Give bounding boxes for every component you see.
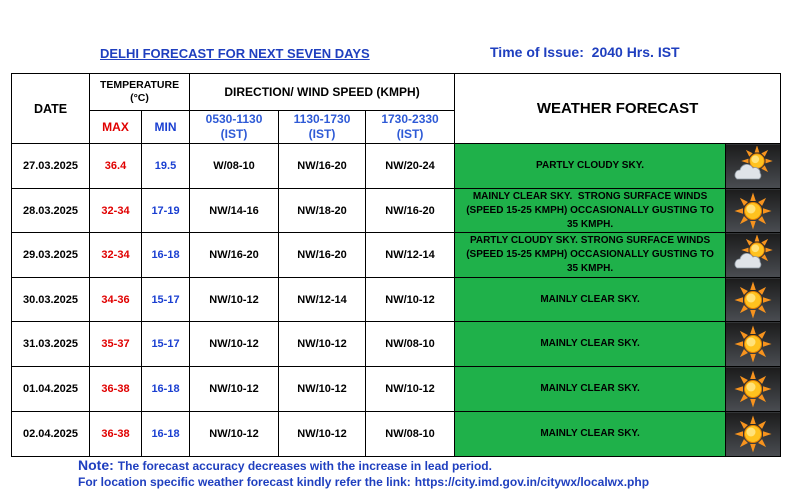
wind-cell-slot-2: NW/18-20 xyxy=(279,189,366,233)
slot-zone: (IST) xyxy=(308,127,336,141)
header-row-1 xyxy=(12,74,781,111)
wind-cell-slot-1: W/08-10 xyxy=(190,144,279,189)
wind-cell-slot-1: NW/10-12 xyxy=(190,278,279,322)
max-temp-cell: 32-34 xyxy=(90,233,142,278)
min-temp-cell: 15-17 xyxy=(142,322,190,367)
date-cell: 31.03.2025 xyxy=(12,322,90,367)
sun-icon xyxy=(733,324,773,364)
date-cell: 02.04.2025 xyxy=(12,412,90,457)
wind-cell-slot-3: NW/10-12 xyxy=(366,367,455,412)
header-wind: DIRECTION/ WIND SPEED (KMPH) xyxy=(190,74,455,111)
forecast-text-cell: MAINLY CLEAR SKY. xyxy=(455,278,726,322)
header-temperature-label: TEMPERATURE xyxy=(99,79,180,91)
min-temp-cell: 15-17 xyxy=(142,278,190,322)
weather-icon-cell xyxy=(726,367,781,412)
wind-cell-slot-1: NW/10-12 xyxy=(190,367,279,412)
header-temperature xyxy=(90,74,190,111)
partly-cloudy-icon xyxy=(733,146,773,186)
slot-zone: (IST) xyxy=(396,127,424,141)
slot-time: 0530-1130 xyxy=(205,112,263,126)
header-slot-1 xyxy=(190,111,279,144)
max-temp-cell: 36-38 xyxy=(90,412,142,457)
wind-cell-slot-2: NW/10-12 xyxy=(279,412,366,457)
weather-icon-cell xyxy=(726,144,781,189)
localwx-link[interactable]: https://city.imd.gov.in/citywx/localwx.php xyxy=(414,475,650,489)
forecast-row xyxy=(12,278,781,322)
date-cell: 30.03.2025 xyxy=(12,278,90,322)
forecast-text-cell: MAINLY CLEAR SKY. xyxy=(455,322,726,367)
wind-cell-slot-3: NW/08-10 xyxy=(366,412,455,457)
forecast-text-cell: MAINLY CLEAR SKY. xyxy=(455,412,726,457)
max-temp-cell: 36-38 xyxy=(90,367,142,412)
sun-icon xyxy=(733,280,773,320)
forecast-row xyxy=(12,233,781,278)
header-max: MAX xyxy=(90,111,142,144)
sun-icon xyxy=(733,369,773,409)
header-slot-2 xyxy=(279,111,366,144)
note-accuracy xyxy=(78,457,492,473)
wind-cell-slot-1: NW/10-12 xyxy=(190,322,279,367)
note-link xyxy=(78,475,649,489)
weather-icon-cell xyxy=(726,412,781,457)
sun-icon xyxy=(733,414,773,454)
forecast-row xyxy=(12,412,781,457)
weather-icon-cell xyxy=(726,322,781,367)
wind-cell-slot-2: NW/10-12 xyxy=(279,367,366,412)
min-temp-cell: 16-18 xyxy=(142,367,190,412)
wind-cell-slot-3: NW/16-20 xyxy=(366,189,455,233)
weather-icon-cell xyxy=(726,278,781,322)
header-slot-3 xyxy=(366,111,455,144)
forecast-row xyxy=(12,144,781,189)
wind-cell-slot-3: NW/10-12 xyxy=(366,278,455,322)
slot-time: 1730-2330 xyxy=(381,112,439,126)
wind-cell-slot-1: NW/16-20 xyxy=(190,233,279,278)
partly-cloudy-icon xyxy=(733,235,773,275)
wind-cell-slot-2: NW/16-20 xyxy=(279,144,366,189)
forecast-text-cell: MAINLY CLEAR SKY. STRONG SURFACE WINDS (SPEED 15-25 KMPH) OCCASIONALLY GUSTING TO 35 KMPH. xyxy=(455,189,726,233)
min-temp-cell: 16-18 xyxy=(142,412,190,457)
wind-cell-slot-2: NW/16-20 xyxy=(279,233,366,278)
max-temp-cell: 36.4 xyxy=(90,144,142,189)
forecast-text-cell: MAINLY CLEAR SKY. xyxy=(455,367,726,412)
weather-icon-cell xyxy=(726,233,781,278)
wind-cell-slot-3: NW/08-10 xyxy=(366,322,455,367)
wind-cell-slot-2: NW/12-14 xyxy=(279,278,366,322)
min-temp-cell: 19.5 xyxy=(142,144,190,189)
min-temp-cell: 16-18 xyxy=(142,233,190,278)
slot-zone: (IST) xyxy=(220,127,248,141)
header-date: DATE xyxy=(12,74,90,144)
max-temp-cell: 35-37 xyxy=(90,322,142,367)
header-min: MIN xyxy=(142,111,190,144)
date-cell: 27.03.2025 xyxy=(12,144,90,189)
note-accuracy-text: The forecast accuracy decreases with the increase in lead period. xyxy=(117,459,492,473)
note-label: Note: xyxy=(78,457,114,473)
max-temp-cell: 32-34 xyxy=(90,189,142,233)
forecast-text-cell: PARTLY CLOUDY SKY. xyxy=(455,144,726,189)
sun-icon xyxy=(733,191,773,231)
header-temperature-unit: (°C) xyxy=(130,92,149,104)
wind-cell-slot-1: NW/14-16 xyxy=(190,189,279,233)
issue-time: Time of Issue: 2040 Hrs. IST xyxy=(490,44,680,60)
wind-cell-slot-3: NW/20-24 xyxy=(366,144,455,189)
date-cell: 29.03.2025 xyxy=(12,233,90,278)
note-link-prefix: For location specific weather forecast kindly refer the link: xyxy=(78,475,411,489)
date-cell: 01.04.2025 xyxy=(12,367,90,412)
wind-cell-slot-2: NW/10-12 xyxy=(279,322,366,367)
slot-time: 1130-1730 xyxy=(293,112,351,126)
forecast-row xyxy=(12,322,781,367)
min-temp-cell: 17-19 xyxy=(142,189,190,233)
forecast-text-cell: PARTLY CLOUDY SKY. STRONG SURFACE WINDS (SPEED 15-25 KMPH) OCCASIONALLY GUSTING TO 35 KMPH. xyxy=(455,233,726,278)
date-cell: 28.03.2025 xyxy=(12,189,90,233)
page-title: DELHI FORECAST FOR NEXT SEVEN DAYS xyxy=(100,46,370,61)
header-weather-forecast: WEATHER FORECAST xyxy=(455,74,781,144)
max-temp-cell: 34-36 xyxy=(90,278,142,322)
wind-cell-slot-3: NW/12-14 xyxy=(366,233,455,278)
weather-icon-cell xyxy=(726,189,781,233)
forecast-table xyxy=(11,73,781,457)
wind-cell-slot-1: NW/10-12 xyxy=(190,412,279,457)
forecast-row xyxy=(12,189,781,233)
forecast-row xyxy=(12,367,781,412)
